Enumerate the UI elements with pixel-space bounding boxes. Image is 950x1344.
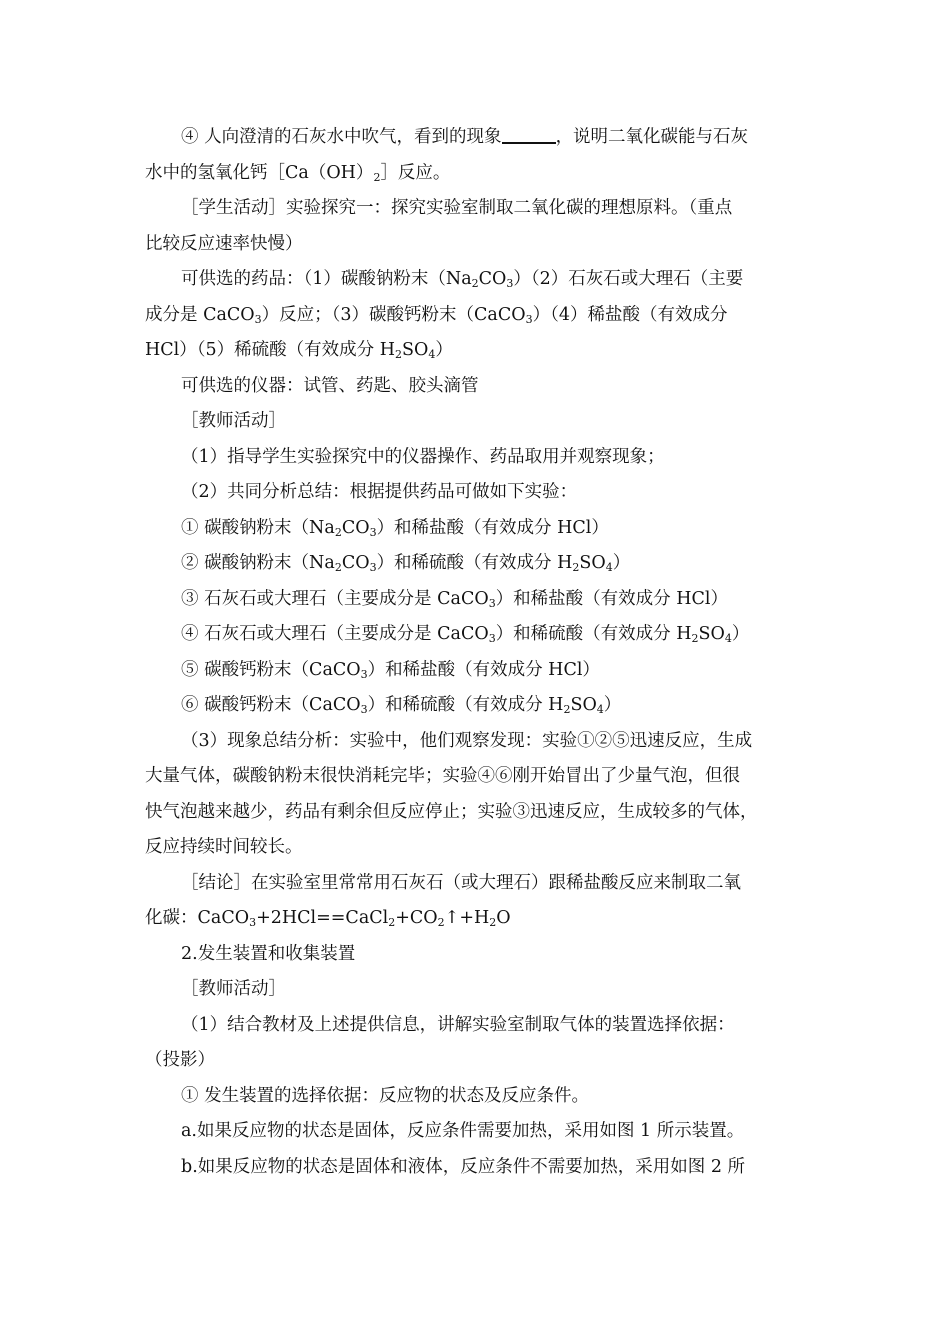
paragraph-line: a.如果反应物的状态是固体，反应条件需要加热，采用如图 1 所示装置。: [181, 1121, 745, 1141]
list-item: ① 碳酸钠粉末$(Na_2CO_3)$和稀盐酸（有效成分 HCl）: [181, 517, 609, 539]
paragraph-line: 反应持续时间较长。: [145, 837, 303, 857]
section-heading: 2.发生装置和收集装置: [181, 943, 356, 964]
paragraph-line: （投影）: [145, 1050, 215, 1070]
paragraph-line: ［学生活动］实验探究一：探究实验室制取二氧化碳的理想原料。（重点: [181, 198, 733, 218]
paragraph-line: ［结论］在实验室里常常用石灰石（或大理石）跟稀盐酸反应来制取二氧: [181, 872, 741, 893]
paragraph-line: （1）指导学生实验探究中的仪器操作、药品取用并观察现象；: [181, 446, 665, 467]
list-item: ⑥ 碳酸钙粉末（CaCO$_3$）和稀硫酸（有效成分 $H_2SO_4$）: [181, 695, 622, 716]
paragraph-line: 比较反应速率快慢）: [145, 233, 303, 254]
paragraph-line: （3）现象总结分析：实验中，他们观察发现：实验①②⑤迅速反应，生成: [181, 730, 753, 751]
paragraph-line: ④ 人向澄清的石灰水中吹气，看到的现象 ，说明二氧化碳能与石灰: [181, 127, 749, 147]
list-item: ② 碳酸钠粉末$(Na_2CO_3)$和稀硫酸（有效成分 $H_2SO_4$）: [181, 553, 631, 574]
section-heading: ［教师活动］: [181, 411, 286, 431]
paragraph-line: HCl）（5）稀硫酸（有效成分 $H_2SO_4$）: [145, 340, 453, 361]
list-item: ④ 石灰石或大理石（主要成分是 CaCO$_3$）和稀硫酸（有效成分 $H_2SO_4$）: [181, 624, 750, 645]
paragraph-line: 可供选的药品：（1）碳酸钠粉末$(Na_2CO_3)(2)$石灰石或大理石（主要: [181, 269, 744, 290]
answer-blank[interactable]: [502, 126, 556, 144]
paragraph-line: b.如果反应物的状态是固体和液体，反应条件不需要加热，采用如图 2 所: [181, 1156, 746, 1177]
paragraph-line: 成分是 CaCO$_3$）反应；（3）碳酸钙粉末（CaCO$_3$）（4）稀盐酸（有效成分: [145, 304, 728, 326]
paragraph-line: 大量气体，碳酸钠粉末很快消耗完毕；实验④⑥刚开始冒出了少量气泡，但很: [145, 766, 740, 786]
paragraph-line: 水中的氢氧化钙$[Ca(OH)_2]$反应。: [145, 162, 451, 184]
paragraph-line: ① 发生装置的选择依据：反应物的状态及反应条件。: [181, 1085, 590, 1106]
paragraph-line: （2）共同分析总结：根据提供药品可做如下实验：: [181, 482, 578, 502]
list-item: ⑤ 碳酸钙粉末（CaCO$_3$）和稀盐酸（有效成分 HCl）: [181, 659, 600, 681]
list-item: ③ 石灰石或大理石（主要成分是 CaCO$_3$）和稀盐酸（有效成分 HCl）: [181, 588, 728, 610]
paragraph-line: 可供选的仪器：试管、药匙、胶头滴管: [181, 375, 479, 396]
section-heading: ［教师活动］: [181, 979, 286, 999]
paragraph-line: 快气泡越来越少，药品有剩余但反应停止；实验③迅速反应，生成较多的气体，: [145, 801, 758, 822]
chemical-equation: 化碳：$CaCO_3+2HCl==CaCl_2+CO_2↑+H_2O$: [145, 908, 511, 929]
paragraph-line: （1）结合教材及上述提供信息，讲解实验室制取气体的装置选择依据：: [181, 1014, 735, 1035]
